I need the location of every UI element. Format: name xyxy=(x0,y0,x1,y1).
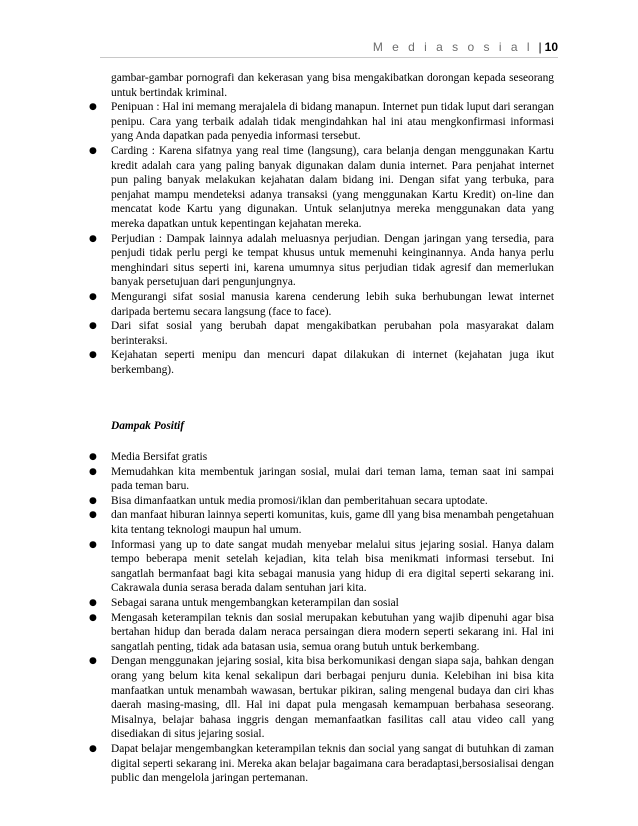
list-item-text: Mengurangi sifat sosial manusia karena cenderung lebih suka berhubungan lewat internet daripada bertemu secara langsung (face to face). xyxy=(111,290,554,318)
spacer xyxy=(111,434,554,450)
list-item-text: Kejahatan seperti menipu dan mencuri dapat dilakukan di internet (kejahatan juga ikut berkembang). xyxy=(111,349,554,376)
bullet-icon: ● xyxy=(89,598,97,608)
page-content xyxy=(89,71,554,786)
intro-continuation: gambar-gambar pornografi dan kekerasan yang bisa mengakibatkan dorongan kepada seseorang untuk bertindak kriminal. xyxy=(111,72,554,99)
list-item xyxy=(89,654,554,742)
bullet-icon: ● xyxy=(89,145,97,156)
page-header xyxy=(373,40,558,54)
bullet-icon: ● xyxy=(89,102,97,113)
list-item-text: Bisa dimanfaatkan untuk media promosi/iklan dan pemberitahuan secara uptodate. xyxy=(111,494,488,507)
section-heading-dampak-positif: Dampak Positif xyxy=(111,420,185,433)
list-item-text: Media Bersifat gratis xyxy=(111,451,208,464)
list-item xyxy=(89,348,554,377)
bullet-icon: ● xyxy=(89,510,97,521)
bullet-icon: ● xyxy=(89,743,97,754)
negative-impact-list xyxy=(89,100,554,377)
spacer xyxy=(111,377,554,419)
list-item-text: Mengasah keterampilan teknis dan sosial merupakan kebutuhan yang wajib dipenuhi agar bisa bertahan hidup dan berada dalam neraca persaingan diera modern seperti sekarang ini. Hal ini sangatlah penting, tidak ada batasan usia, semua orang butuh untuk berkembang. xyxy=(111,611,554,653)
list-item xyxy=(89,450,554,465)
list-item xyxy=(89,232,554,290)
list-item-text: dan manfaat hiburan lainnya seperti komunitas, kuis, game dll yang bisa menambah pengetahuan kita tentang teknologi maupun hal umum. xyxy=(111,509,554,537)
bullet-icon: ● xyxy=(89,291,97,302)
list-item xyxy=(89,494,554,509)
list-item xyxy=(89,508,554,537)
list-item-text: Informasi yang up to date sangat mudah menyebar melalui situs jejaring sosial. Hanya dalam tempo beberapa menit setelah kejadian, kita telah bisa menikmati informasi tersebut. Ini sangatlah bermanfaat bagi kita sebagai manusia yang hidup di era digital seperti sekarang ini. Cakrawala dunia serasa berada dalam sentuhan jari kita. xyxy=(111,538,554,595)
bullet-icon: ● xyxy=(89,321,97,332)
list-item xyxy=(89,465,554,494)
header-rule xyxy=(100,57,558,58)
list-item xyxy=(89,290,554,319)
bullet-icon: ● xyxy=(89,452,97,463)
positive-impact-list xyxy=(89,450,554,786)
list-item-text: Carding : Karena sifatnya yang real time (langsung), cara belanja dengan menggunakan Kartu kredit adalah cara yang paling banyak digunakan dalam dunia internet. Para penjahat internet pun paling banyak melakukan kejahatan dalam bidang ini. Dengan sifat yang terbuka, para penjahat mampu mendeteksi adanya transaksi (yang menggunakan Kartu Kredit) on-line dan mencatat kode Kartu yang digunakan. Untuk selanjutnya mereka menggunakan data yang mereka dapatkan untuk kepentingan kejahatan mereka. xyxy=(111,144,554,230)
list-item-text: Dengan menggunakan jejaring sosial, kita bisa berkomunikasi dengan siapa saja, bahkan dengan orang yang belum kita kenal sekalipun dari berbagai penjuru dunia. Kelebihan ini bisa kita manfaatkan untuk menambah wawasan, bertukar pikiran, saling mengenal budaya dan ciri khas daerah masing-masing, dll. Hal ini dapat pula mengasah kemampuan berbahasa seseorang. Misalnya, belajar bahasa inggris dengan memanfaatkan fasilitas call atau video call yang disediakan di situs jejaring sosial. xyxy=(111,655,554,741)
list-item xyxy=(89,611,554,655)
list-item xyxy=(89,319,554,348)
header-separator: | xyxy=(538,40,542,54)
list-item xyxy=(89,100,554,144)
list-item-text: Penipuan : Hal ini memang merajalela di bidang manapun. Internet pun tidak luput dari serangan penipu. Cara yang terbaik adalah tidak mengindahkan hal ini atau mengkonfirmasi informasi yang Anda dapatkan pada penyedia informasi tersebut. xyxy=(111,101,554,143)
list-item-text: Perjudian : Dampak lainnya adalah meluasnya perjudian. Dengan jaringan yang tersedia, para penjudi tidak perlu pergi ke tempat khusus untuk memenuhi keinginannya. Anda hanya perlu menghindari situs seperti ini, karena umumnya situs perjudian tidak agresif dan memerlukan banyak persetujuan dari pengunjungnya. xyxy=(111,232,554,289)
page-number: 10 xyxy=(544,40,558,54)
bullet-icon: ● xyxy=(89,495,97,506)
bullet-icon: ● xyxy=(89,612,97,623)
bullet-icon: ● xyxy=(89,350,97,361)
list-item xyxy=(89,742,554,786)
list-item-text: Sebagai sarana untuk mengembangkan keterampilan dan sosial xyxy=(111,597,399,609)
list-item-text: Dari sifat sosial yang berubah dapat mengakibatkan perubahan pola masyarakat dalam berinteraksi. xyxy=(111,320,554,347)
list-item xyxy=(89,596,554,611)
bullet-icon: ● xyxy=(89,233,97,244)
bullet-icon: ● xyxy=(89,656,97,667)
list-item xyxy=(89,538,554,596)
list-item-text: Memudahkan kita membentuk jaringan sosial, mulai dari teman lama, teman saat ini sampai pada teman baru. xyxy=(111,465,554,493)
bullet-icon: ● xyxy=(89,539,97,550)
header-title: M e d i a s o s i a l xyxy=(372,40,533,54)
bullet-icon: ● xyxy=(89,466,97,477)
list-item xyxy=(89,144,554,232)
list-item-text: Dapat belajar mengembangkan keterampilan teknis dan social yang sangat di butuhkan di zaman digital seperti sekarang ini. Mereka akan belajar bagaimana cara beradaptasi,bersosialisai dengan public dan mengelola jaringan pertemanan. xyxy=(111,742,554,785)
